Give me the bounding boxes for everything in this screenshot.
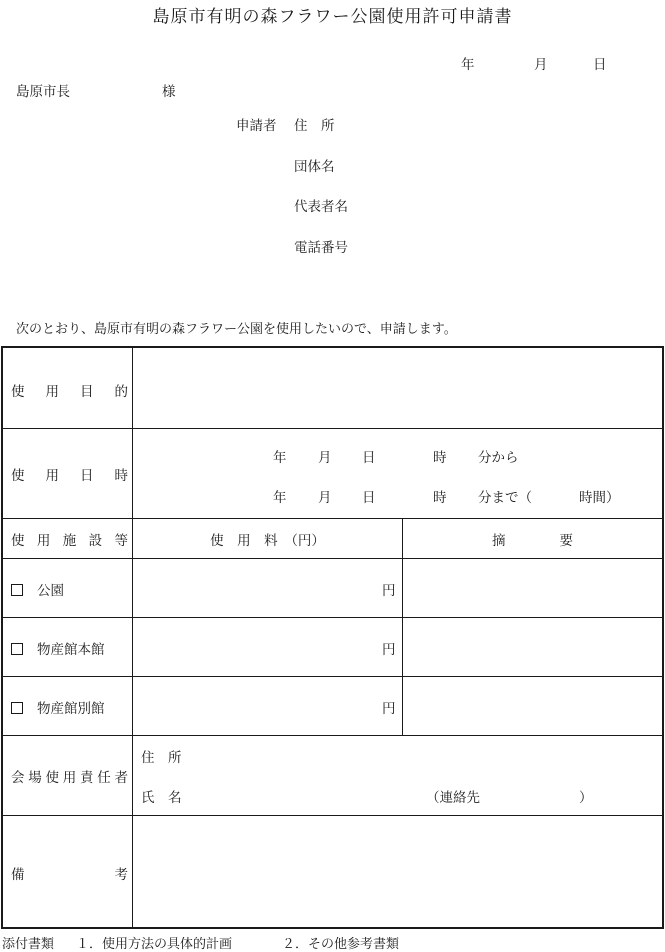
label-char: 設 (88, 533, 103, 549)
start-year-label: 年 (273, 450, 287, 466)
note-header: 摘 要 (492, 533, 573, 549)
facility-name: 公園 (37, 583, 64, 599)
date-day-label: 日 (593, 57, 607, 73)
label-char: 使 (11, 468, 25, 484)
label-char: 使 (45, 770, 59, 786)
date-year-label: 年 (461, 57, 475, 73)
end-month-label: 月 (318, 490, 332, 506)
form-title: 島原市有明の森フラワー公園使用許可申請書 (152, 7, 513, 27)
label-char: 場 (28, 770, 42, 786)
duration-hours-label: 時間） (579, 490, 620, 506)
purpose-field[interactable] (133, 349, 662, 427)
label-char: 使 (11, 384, 25, 400)
label-char: 目 (80, 384, 94, 400)
attachment-item-1: １．使用方法の具体的計画 (76, 937, 233, 952)
label-char: 等 (114, 533, 128, 549)
facility-row-annex[interactable] (11, 697, 105, 717)
row-divider (3, 558, 662, 559)
end-hour-label: 時 (433, 490, 447, 506)
start-day-label: 日 (362, 450, 376, 466)
fee-yen-label: 円 (382, 701, 396, 717)
label-char: 用 (62, 770, 77, 786)
applicant-address-label: 住 所 (294, 118, 335, 134)
label-char: 考 (114, 867, 128, 883)
addressee-honorific: 様 (162, 84, 176, 100)
end-day-label: 日 (362, 490, 376, 506)
label-char: 使 (11, 533, 25, 549)
label-char: 用 (36, 533, 51, 549)
manager-contact-label: （連絡先 (426, 790, 480, 806)
fee-yen-label: 円 (382, 583, 396, 599)
row-divider (3, 617, 662, 618)
park-checkbox[interactable] (11, 584, 23, 596)
label-char: 会 (11, 770, 25, 786)
facility-row-park[interactable] (11, 579, 64, 599)
attachment-item-2: ２．その他参考書類 (282, 937, 400, 952)
application-table (1, 346, 664, 929)
applicant-rep-label: 代表者名 (294, 199, 348, 215)
facility-row-main-hall[interactable] (11, 638, 105, 658)
end-minute-label: 分まで（ (478, 490, 532, 506)
row-divider (3, 518, 662, 519)
row-divider (3, 735, 662, 736)
manager-name-label: 氏 名 (141, 790, 182, 806)
label-char: 任 (97, 770, 111, 786)
main-hall-checkbox[interactable] (11, 643, 23, 655)
label-char: 責 (80, 770, 94, 786)
start-hour-label: 時 (433, 450, 447, 466)
label-char: 的 (114, 384, 128, 400)
attachments-label: 添付書類 (2, 937, 55, 952)
manager-label (11, 766, 128, 786)
label-char: 備 (11, 867, 25, 883)
label-char: 時 (114, 468, 128, 484)
start-month-label: 月 (318, 450, 332, 466)
label-char: 日 (80, 468, 94, 484)
facility-header (11, 529, 128, 549)
end-year-label: 年 (273, 490, 287, 506)
fee-yen-label: 円 (382, 642, 396, 658)
datetime-label (11, 464, 128, 484)
applicant-phone-label: 電話番号 (294, 240, 348, 256)
remarks-field[interactable] (133, 816, 662, 926)
label-char: 用 (45, 384, 59, 400)
purpose-label (11, 380, 128, 400)
facility-name: 物産館別館 (37, 701, 105, 717)
date-month-label: 月 (534, 57, 548, 73)
row-divider (3, 676, 662, 677)
manager-contact-close: ） (579, 790, 593, 806)
remarks-label (11, 863, 128, 883)
applicant-label: 申請者 (236, 118, 277, 134)
addressee-name: 島原市長 (16, 84, 70, 100)
statement-text: 次のとおり、島原市有明の森フラワー公園を使用したいので、申請します。 (16, 322, 457, 337)
label-char: 者 (114, 770, 128, 786)
fee-column-divider (402, 518, 403, 735)
facility-name: 物産館本館 (37, 642, 105, 658)
row-divider (3, 428, 662, 429)
annex-checkbox[interactable] (11, 702, 23, 714)
label-char: 施 (62, 533, 77, 549)
fee-header: 使 用 料 （円） (210, 533, 325, 549)
start-minute-label: 分から (478, 450, 519, 466)
label-char: 用 (45, 468, 59, 484)
applicant-org-label: 団体名 (294, 159, 335, 175)
manager-address-label: 住 所 (141, 750, 182, 766)
